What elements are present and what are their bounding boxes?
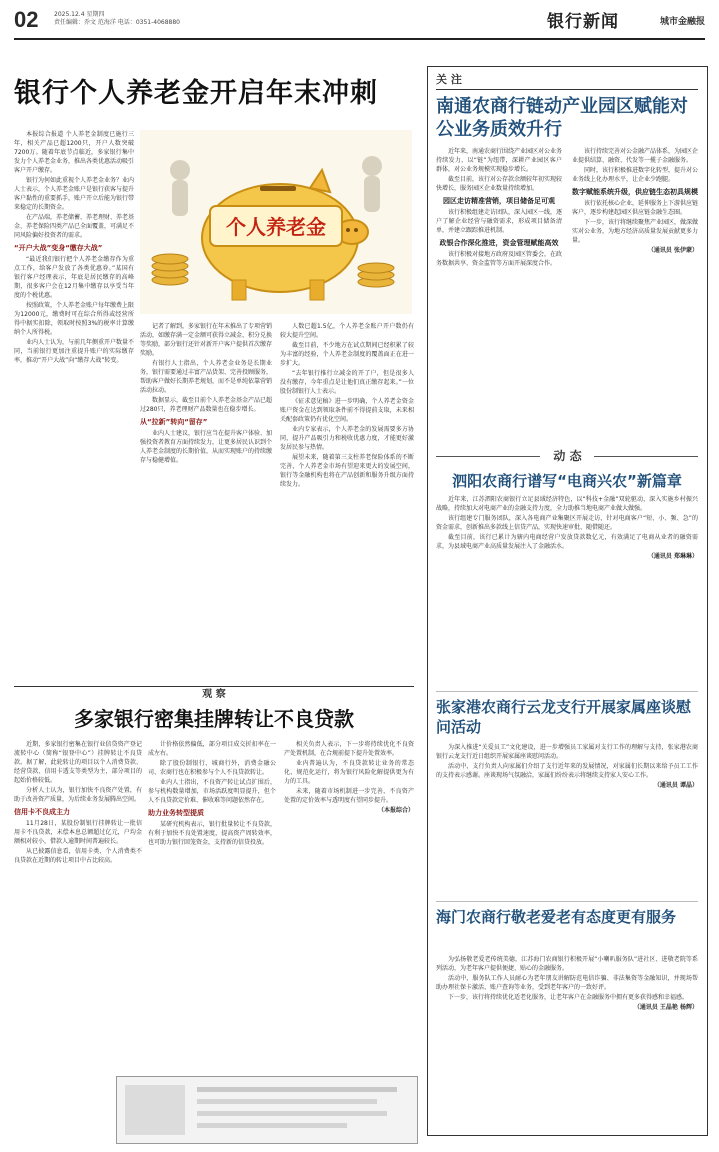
paragraph: 下一步，该行将持续优化适老化服务，让老年客户在金融服务中拥有更多获得感和幸福感。 (448, 994, 689, 1001)
main-col-1 (14, 130, 134, 680)
separator-line-right (594, 456, 698, 457)
right-col-2 (572, 147, 698, 447)
byline: （本报综合） (377, 807, 414, 814)
observation-kicker: 观 察 (202, 689, 226, 700)
paragraph: 活动中，服务队工作人员耐心为老年朋友讲解防范电信诈骗、非法集资等金融知识，并现场帮助办理社保卡激活、账户查询等业务，受到老年客户的一致好评。 (436, 975, 698, 991)
article-headline-siyang: 泗阳农商行谱写“电商兴农”新篇章 (452, 472, 682, 490)
advertisement-box (116, 1076, 418, 1144)
paragraph: 同时，该行积极推进数字化转型，提升对公业务线上化办理水平，让企业少跑腿。 (572, 167, 698, 183)
paragraph: 展望未来，随着第三支柱养老保险体系的不断完善，个人养老金市场有望迎来更大的发展空间，银行等金融机构也将在产品创新和服务升级方面持续发力。 (280, 454, 414, 488)
paragraph: 业内人士认为，与前几年侧重开户数量不同，当前银行更加注重提升账户的实际缴存率，推动“开户大战”向“缴存大战”转变。 (14, 339, 134, 364)
paragraph: 近年来，南通农商行围绕产业园区对公业务持续发力，以“链”为纽带，深耕产业园区客户群体，对公业务规模实现稳步增长。 (436, 148, 562, 173)
main-headline: 银行个人养老金开启年末冲刺 (14, 78, 378, 109)
paragraph: 该行持续完善对公金融产品体系，为园区企业提供结算、融资、代发等一揽子金融服务。 (572, 148, 698, 164)
subheading: “开户大战”变身“缴存大战” (14, 244, 103, 252)
paragraph: 计价格依然偏低，部分项目成交折扣率在一成左右。 (148, 741, 276, 757)
siyang-body (436, 495, 698, 685)
article-headline-haimen: 海门农商行敬老爱老有态度更有服务 (436, 908, 677, 926)
right-col-1 (436, 147, 562, 447)
paragraph: 为弘扬敬老爱老传统美德，江苏海门农商银行积极开展“小喇叭服务队”进社区、进敬老院等系列活动，为老年客户提供便捷、贴心的金融服务。 (436, 956, 698, 972)
haimen-body (436, 955, 698, 1127)
kicker-rule (436, 89, 698, 90)
paragraph: 业内普遍认为，不良贷款转让业务的常态化、规范化运行，将为银行风险化解提供更为有力的工具。 (284, 760, 414, 785)
paragraph: 为深入推进“关爱员工”文化建设，进一步增强员工家属对支行工作的理解与支持，张家港农商银行云龙支行近日组织开展家属座谈慰问活动。 (436, 744, 698, 760)
subheading: 信用卡不良成主力 (14, 808, 70, 816)
paragraph: 业内人士指出，不良资产转让试点扩围后，参与机构数量增加，市场活跃度明显提升，但个人不良贷款定价难、催收难等问题依然存在。 (148, 779, 276, 804)
article-headline-nantong: 南通农商行链动产业园区赋能对公业务质效升行 (436, 96, 688, 140)
paragraph: “最近我们银行把个人养老金缴存作为重点工作，给客户发放了各类优惠券。”某国有银行客户经理表示，年底是居民缴存的高峰期，很多客户会在12月集中缴存以享受当年度的个税优惠。 (14, 256, 134, 299)
piggy-bank-icon (140, 130, 412, 314)
paragraph: 在产品端，养老储蓄、养老理财、养老基金、养老保险四类产品已全面覆盖，可满足不同风险偏好投资者的需求。 (14, 214, 134, 239)
paragraph: 截至目前，该行已累计为辖内电商经营户发放贷款数亿元，有效满足了电商从业者的融资需求，为县域电商产业高质量发展注入了金融活水。 (436, 534, 698, 550)
subheading: 助力业务转型提质 (148, 809, 204, 817)
header-meta (54, 11, 180, 27)
obs-col-1 (14, 740, 142, 1070)
paragraph: 银行为何如此重视个人养老金业务？业内人士表示，个人养老金账户是银行获客与提升客户黏性的重要抓手，账户开立后能为银行带来稳定的长期资金。 (14, 177, 134, 211)
obs-col-3 (284, 740, 414, 1070)
paragraph: 该行积极对接地方政府及园区管委会，在政务数据共享、资金监管等方面开展深度合作。 (436, 251, 562, 267)
focus-kicker: 关 注 (436, 73, 462, 86)
byline: （通讯员 王晶艳 杨辉） (633, 1004, 698, 1011)
brand-name: 城市金融报 (659, 17, 705, 27)
advertisement-graphic (117, 1077, 417, 1143)
paragraph: 数据显示，截至目前个人养老金基金产品已超过280只，养老理财产品数量也在稳步增长。 (140, 397, 272, 413)
paragraph: 11月28日，某股份制银行挂牌转让一批信用卡不良贷款，未偿本息总额超过亿元，户均金额相对较小，借款人逾期时间普遍较长。 (14, 820, 142, 845)
right-feature-box (427, 66, 708, 1136)
paragraph: 业内专家表示，个人养老金的发展需要多方协同，提升产品吸引力和税收优惠力度，才能更好激发居民参与热情。 (280, 426, 414, 451)
byline: （通讯员 郑琳琳） (647, 553, 698, 560)
paragraph: 截至目前，该行对公存款余额较年初实现较快增长，服务园区企业数量持续增加。 (436, 176, 562, 192)
page-number: 02 (14, 7, 39, 32)
pension-illustration (140, 130, 412, 314)
paragraph: 该行组建专门服务团队，深入各电商产业集聚区开展走访，针对电商客户“短、小、频、急”的资金需求，创新推出多款线上信贷产品，实现快速审批、随借随还。 (436, 515, 698, 531)
paragraph: 近年来，江苏泗阳农商银行立足县域经济特色，以“科技+金融”双轮驱动，深入实施乡村振兴战略，持续加大对电商产业的金融支持力度，全力助推当地电商产业做大做强。 (436, 496, 698, 512)
subheading: 数字赋能系统升级，供应链生态初具规模 (572, 188, 698, 196)
section-rule (14, 686, 414, 687)
paragraph: 活动中，支行负责人向家属们介绍了支行近年来的发展情况，对家属们长期以来给予员工工作的支持表示感谢。座谈现场气氛融洽，家属们纷纷表示将继续支持家人安心工作。 (436, 763, 698, 779)
subheading: 从“拉新”转向“留存” (140, 418, 208, 426)
paragraph: 除了股份制银行、城商行外，消费金融公司、农商行也在积极参与个人不良贷款转让。 (148, 760, 276, 776)
divider (436, 901, 698, 902)
paragraph: 截至目前，不少地方在试点期间已经积累了较为丰富的经验，个人养老金制度的覆盖面正在进一步扩大。 (280, 342, 414, 367)
subheading: 政银合作深化推进，资金管理赋能高效 (439, 239, 559, 247)
paragraph: 下一步，该行将继续聚焦产业园区，做深做实对公业务，为地方经济高质量发展贡献更多力量。 (572, 219, 698, 244)
paragraph: 人数已超1.5亿，个人养老金账户开户数仍有较大提升空间。 (280, 323, 414, 339)
paragraph: 有银行人士指出，个人养老金业务是长期业务，银行需要通过丰富产品货架、完善投顾服务，帮助客户做好长期养老规划，而不是单纯依靠营销活动拉动。 (140, 360, 272, 394)
article-headline-zhangjiagang: 张家港农商行云龙支行开展家属座谈慰问活动 (436, 698, 692, 736)
divider (436, 691, 698, 692)
paragraph: 未来，随着市场机制进一步完善，不良资产处置的定价效率与透明度有望同步提升。 (284, 788, 414, 804)
byline: （通讯员 谭晶） (653, 782, 698, 789)
main-col-2 (140, 322, 272, 682)
header-editor: 责任编辑：乔文 范海洋 电话：0351-4068880 (54, 19, 180, 26)
paragraph: “去年银行推行立减金的开了户，但是很多人没有缴存，今年重点是让他们真正缴存起来。”一位股份制银行人士表示。 (280, 370, 414, 395)
paragraph: 该行依托核心企业，延伸服务上下游供应链客户，逐步构建起园区供应链金融生态圈。 (572, 200, 698, 216)
header-date: 2025.12.4 星期四 (54, 11, 105, 18)
paragraph: 分析人士认为，银行加快不良资产处置，有助于改善资产质量，为后续业务发展腾出空间。 (14, 787, 142, 803)
illustration-label: 个人养老金 (226, 215, 326, 239)
byline: （通讯员 张伊蒙） (647, 247, 698, 254)
paragraph: 业内人士建议，银行应当在提升客户体验、加强投资者教育方面持续发力，让更多居民认识到个人养老金制度的长期价值，从而实现账户的持续缴存与稳健增值。 (140, 430, 272, 464)
paragraph: 该行积极组建走访团队，深入园区一线，逐户了解企业经营与融资需求，形成项目储备清单，并建立跟踪推进机制。 (436, 209, 562, 234)
paragraph: 从已披露信息看，信用卡类、个人消费类不良贷款在近期的转让项目中占比较高。 (14, 848, 142, 864)
dynamics-kicker: 动 态 (553, 449, 582, 463)
paragraph: 按照政策，个人养老金账户每年缴费上限为12000元，缴费时可在综合所得或经营所得中据实扣除，领取时按照3%的税率计算缴纳个人所得税。 (14, 302, 134, 336)
observation-headline: 多家银行密集挂牌转让不良贷款 (74, 707, 354, 731)
obs-col-2 (148, 740, 276, 1070)
subheading: 园区走访精准营销，项目储备足可观 (443, 197, 555, 205)
header-rule (14, 38, 705, 40)
paragraph: 近期，多家银行密集在银行业信贷资产登记流转中心（简称“银登中心”）挂牌转让不良贷款。据了解，此轮转让的项目以个人消费贷款、经营贷款、信用卡透支等类型为主，部分项目的起始价格较低。 (14, 741, 142, 784)
paragraph: 《征求意见稿》进一步明确，个人养老金资金账户资金在达到领取条件前不得提前支取，未来相关配套政策仍有优化空间。 (280, 398, 414, 423)
paragraph: 某研究机构表示，银行批量转让不良贷款，有利于加快不良处置速度，提高资产周转效率，也可助力银行回笼资金，支持新的信贷投放。 (148, 821, 276, 846)
paragraph: 记者了解到，多家银行在年末推出了专项营销活动，如缴存满一定金额可获得立减金、积分兑换等奖励，部分银行还针对新开户客户提供首次缴存奖励。 (140, 323, 272, 357)
zhangjiagang-body (436, 743, 698, 893)
paragraph: 本报综合报道 个人养老金制度已施行三年，相关产品已超1200只，开户人数突破7200万。随着年底节点临近，多家银行集中发力个人养老金业务，推出各类优惠活动吸引客户开户缴存。 (14, 131, 134, 174)
main-col-3 (280, 322, 414, 682)
page-header (14, 8, 705, 44)
section-name: 银行新闻 (547, 12, 619, 32)
paragraph: 相关负责人表示，下一步将持续优化不良资产处置机制，在合规前提下提升处置效率。 (284, 741, 414, 757)
